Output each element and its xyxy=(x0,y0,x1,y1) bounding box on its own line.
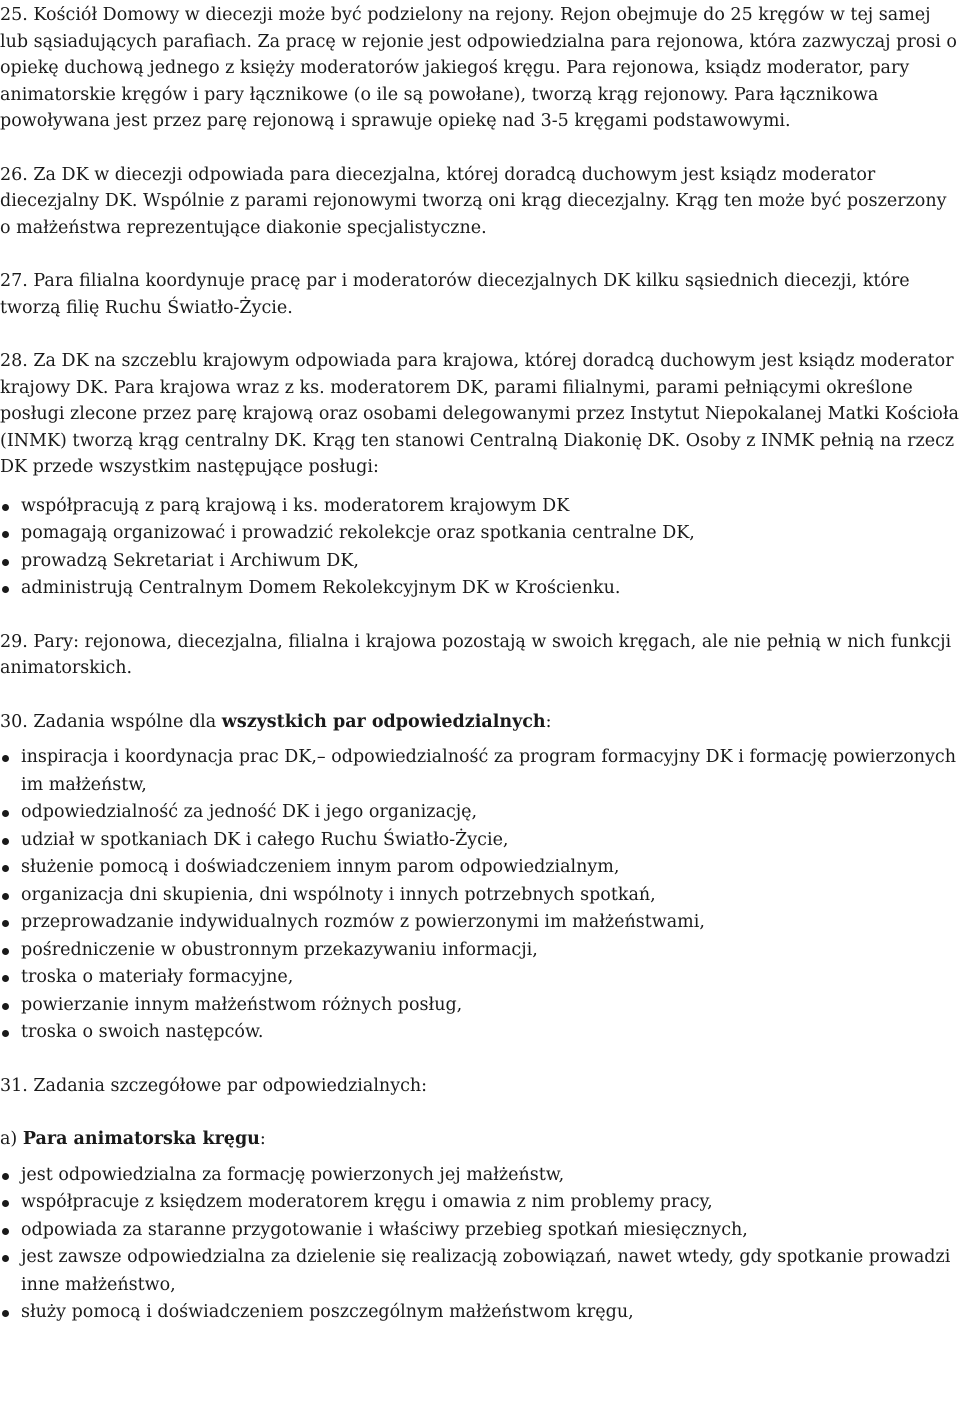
paragraph-29: 29. Pary: rejonowa, diecezjalna, filialna i krajowa pozostają w swoich kręgach, ale nie pełnią w nich funkcji animatorskich. xyxy=(0,631,952,678)
list-item: inspiracja i koordynacja prac DK,– odpowiedzialność za program formacyjny DK i formację powierzonych im małżeństw, xyxy=(0,744,960,799)
bullet-icon xyxy=(2,586,9,593)
bullet-icon xyxy=(2,1228,9,1235)
list-item: przeprowadzanie indywidualnych rozmów z powierzonymi im małżeństwami, xyxy=(0,909,960,937)
list-item: prowadzą Sekretariat i Archiwum DK, xyxy=(0,548,960,576)
list-item: służy pomocą i doświadczeniem poszczególnym małżeństwom kręgu, xyxy=(0,1299,960,1327)
list-28 xyxy=(0,481,960,603)
bullet-icon xyxy=(2,948,9,955)
paragraph-30: 30. Zadania wspólne dla wszystkich par odpowiedzialnych: xyxy=(0,711,552,732)
bullet-icon xyxy=(2,1173,9,1180)
list-item: jest odpowiedzialna za formację powierzonych jej małżeństw, xyxy=(0,1162,960,1190)
list-a xyxy=(0,1153,960,1327)
list-item: udział w spotkaniach DK i całego Ruchu Światło-Życie, xyxy=(0,827,960,855)
paragraph-27: 27. Para filialna koordynuje pracę par i moderatorów diecezjalnych DK kilku sąsiednich diecezji, które tworzą filię Ruchu Światło-Życie. xyxy=(0,271,910,318)
bullet-icon xyxy=(2,559,9,566)
list-item: administrują Centralnym Domem Rekolekcyjnym DK w Krościenku. xyxy=(0,575,960,603)
list-item: pomagają organizować i prowadzić rekolekcje oraz spotkania centralne DK, xyxy=(0,520,960,548)
bullet-icon xyxy=(2,1255,9,1262)
paragraph-31: 31. Zadania szczegółowe par odpowiedzialnych: xyxy=(0,1075,428,1096)
paragraph-26: 26. Za DK w diecezji odpowiada para diecezjalna, której doradcą duchowym jest ksiądz moderator diecezjalny DK. Wspólnie z parami rejonowymi tworzą oni krąg diecezjalny. Krąg ten może być poszerzony o małżeństwa reprezentujące diakonie specjalistyczne. xyxy=(0,164,947,238)
list-item: troska o materiały formacyjne, xyxy=(0,964,960,992)
paragraph-28: 28. Za DK na szczeblu krajowym odpowiada para krajowa, której doradcą duchowym jest ksiądz moderator krajowy DK. Para krajowa wraz z ks. moderatorem DK, parami filialnymi, parami pełniącymi określone posługi zlecone przez parę krajową oraz osobami delegowanymi przez Instytut Niepokalanej Matki Kościoła (INMK) tworzą krąg centralny DK. Krąg ten stanowi Centralną Diakonię DK. Osoby z INMK pełnią na rzecz DK przede wszystkim następujące posługi: xyxy=(0,351,959,477)
list-item: służenie pomocą i doświadczeniem innym parom odpowiedzialnym, xyxy=(0,854,960,882)
bullet-icon xyxy=(2,810,9,817)
paragraph-a: a) Para animatorska kręgu: xyxy=(0,1129,266,1149)
bullet-icon xyxy=(2,920,9,927)
bullet-icon xyxy=(2,1003,9,1010)
list-30 xyxy=(0,735,960,1047)
list-item: współpracuje z księdzem moderatorem kręgu i omawia z nim problemy pracy, xyxy=(0,1189,960,1217)
list-item: współpracują z parą krajową i ks. moderatorem krajowym DK xyxy=(0,493,960,521)
bullet-icon xyxy=(2,1030,9,1037)
list-item: pośredniczenie w obustronnym przekazywaniu informacji, xyxy=(0,937,960,965)
bullet-icon xyxy=(2,975,9,982)
list-item: troska o swoich następców. xyxy=(0,1019,960,1047)
bullet-icon xyxy=(2,1310,9,1317)
list-item: odpowiada za staranne przygotowanie i właściwy przebieg spotkań miesięcznych, xyxy=(0,1217,960,1245)
paragraph-25: 25. Kościół Domowy w diecezji może być podzielony na rejony. Rejon obejmuje do 25 kręgów w tej samej lub sąsiadujących parafiach. Za pracę w rejonie jest odpowiedzialna para rejonowa, która zazwyczaj prosi o opiekę duchową jednego z księży moderatorów jakiegoś kręgu. Para rejonowa, ksiądz moderator, pary animatorskie kręgów i pary łącznikowe (o ile są powołane), tworzą krąg rejonowy. Para łącznikowa powoływana jest przez parę rejonową i sprawuje opiekę nad 3-5 kręgami podstawowymi. xyxy=(0,5,957,131)
bullet-icon xyxy=(2,838,9,845)
bullet-icon xyxy=(2,504,9,511)
bullet-icon xyxy=(2,893,9,900)
bullet-icon xyxy=(2,755,9,762)
bullet-icon xyxy=(2,865,9,872)
list-item: jest zawsze odpowiedzialna za dzielenie się realizacją zobowiązań, nawet wtedy, gdy spotkanie prowadzi inne małżeństwo, xyxy=(0,1244,960,1299)
bullet-icon xyxy=(2,1200,9,1207)
bullet-icon xyxy=(2,531,9,538)
list-item: odpowiedzialność za jedność DK i jego organizację, xyxy=(0,799,960,827)
list-item: powierzanie innym małżeństwom różnych posług, xyxy=(0,992,960,1020)
list-item: organizacja dni skupienia, dni wspólnoty i innych potrzebnych spotkań, xyxy=(0,882,960,910)
